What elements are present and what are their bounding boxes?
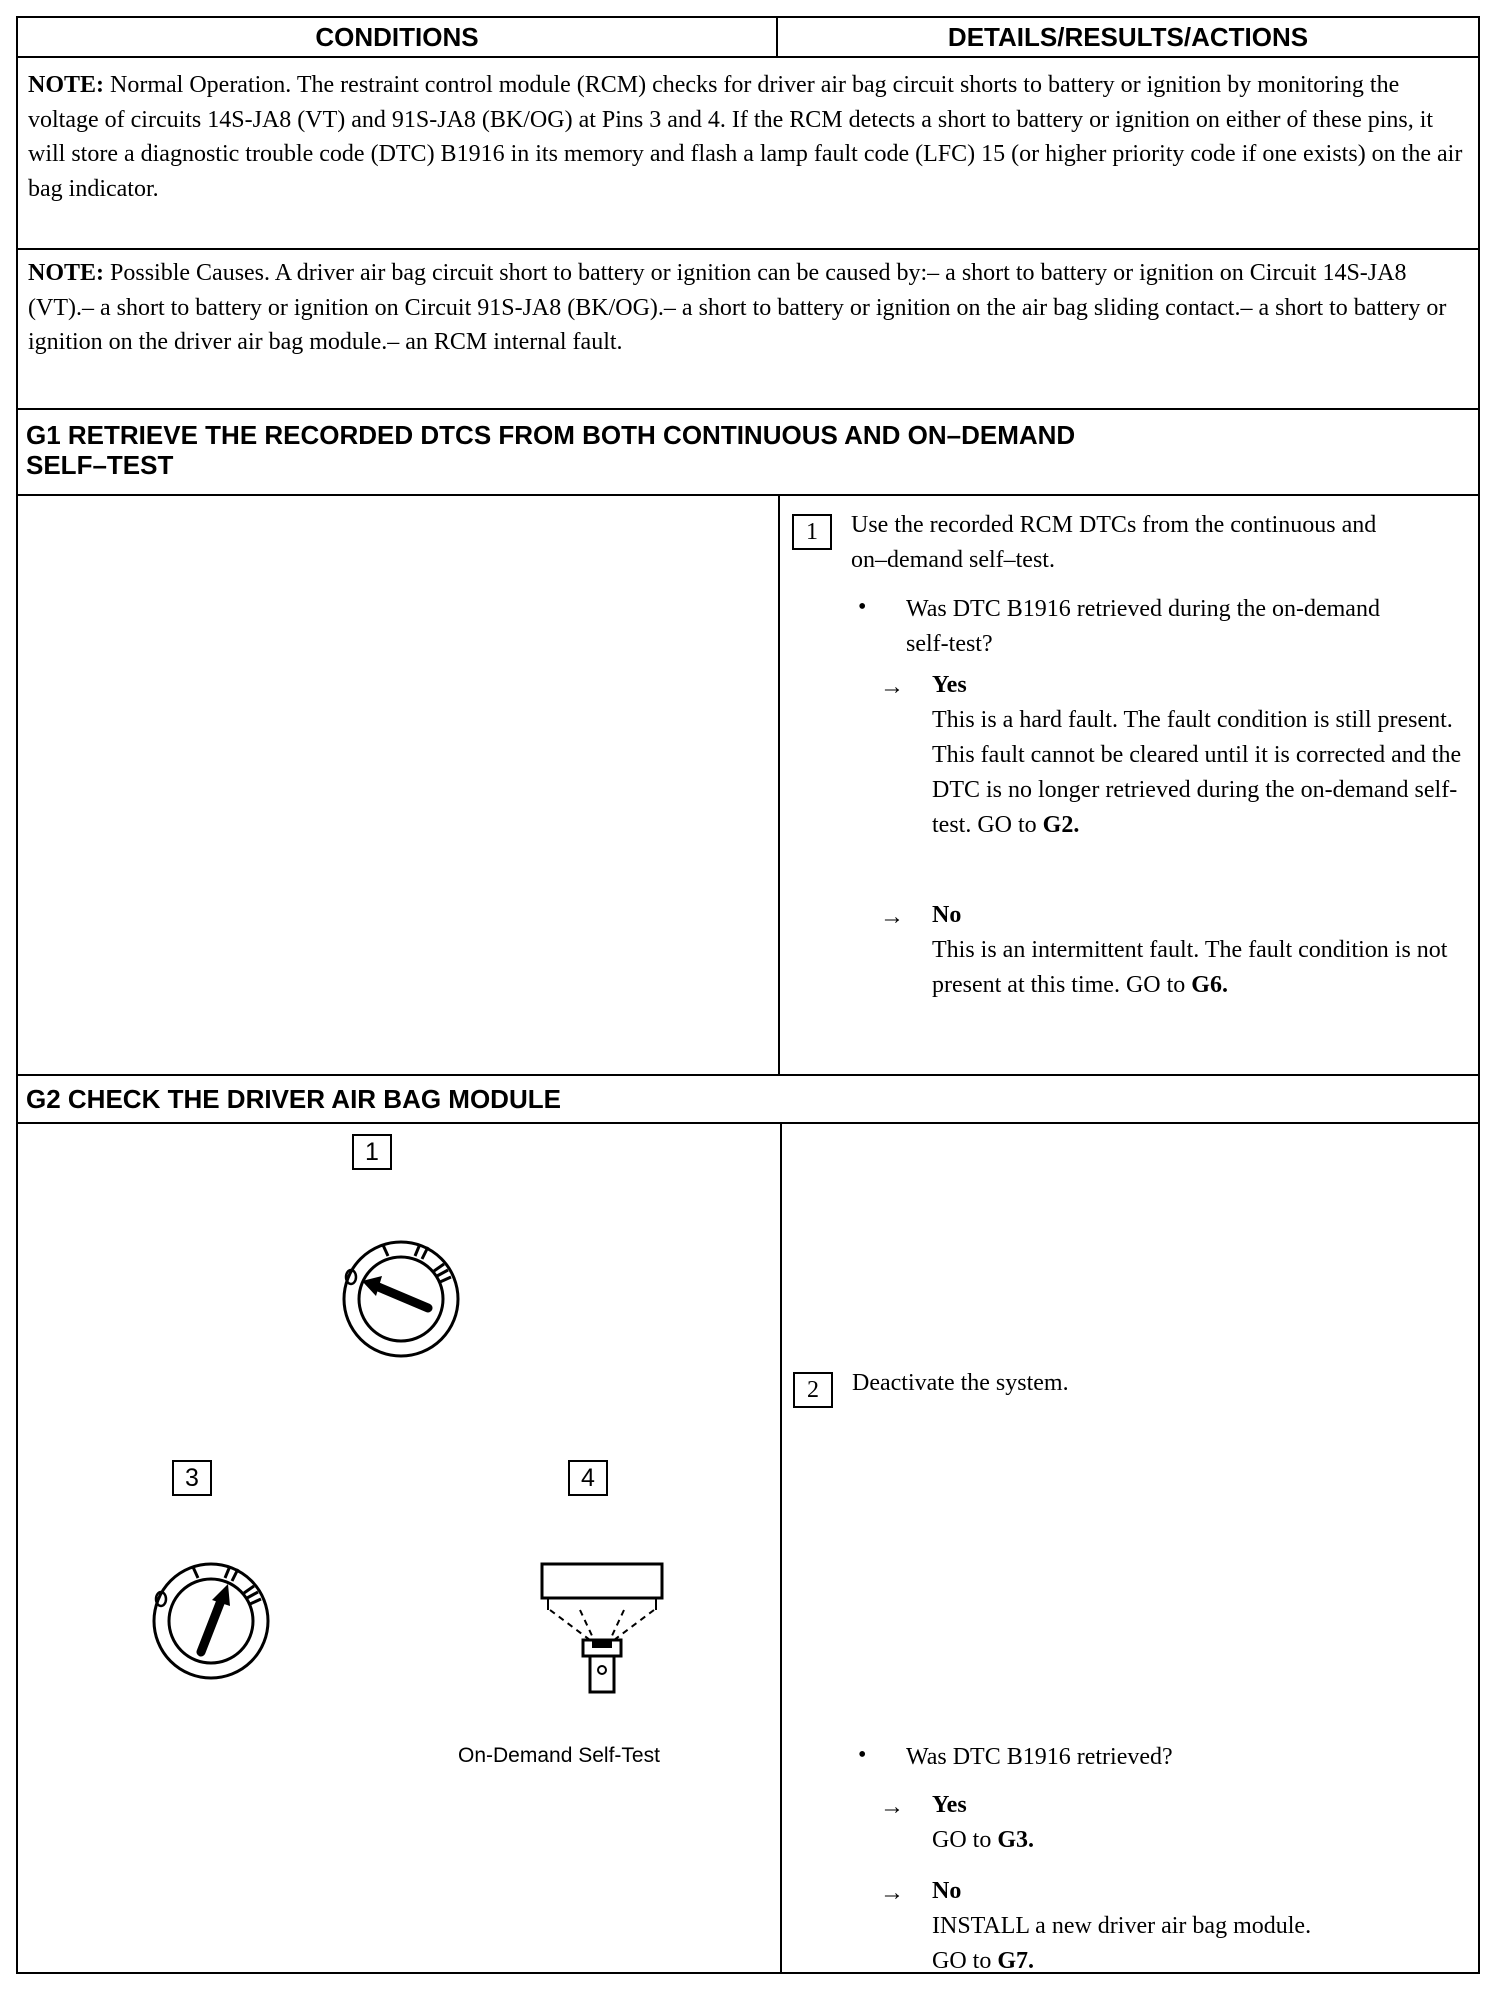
no-label: No [932, 902, 962, 928]
arrow-right-icon: → [880, 904, 904, 930]
g1-step-text: Use the recorded RCM DTCs from the continuous and on–demand self–test. [851, 512, 1377, 573]
diagnostic-tool-icon [538, 1560, 668, 1710]
note-text: Possible Causes. A driver air bag circuit short to battery or ignition can be caused by:– a short to battery or ignition on Circuit 14S-JA8 (VT).– a short to battery or ignition on Circuit 91S-JA8 (BK/OG).– a short to battery or ignition on the air bag sliding contact.– a short to battery or ignition on the driver air bag module.– an RCM internal fault. [28, 260, 1447, 355]
no-goto: G6. [1191, 972, 1228, 998]
g2-body-row [18, 1124, 1478, 1972]
no-text-goto: GO to [932, 1948, 992, 1974]
yes-goto: G3. [997, 1827, 1035, 1853]
g1-title: G1 RETRIEVE THE RECORDED DTCS FROM BOTH CONTINUOUS AND ON–DEMAND SELF–TEST [26, 420, 1076, 480]
diagnostic-table [16, 16, 1480, 1974]
no-goto: G7. [997, 1948, 1035, 1974]
note-possible-causes [18, 250, 1478, 410]
step-number-box: 1 [792, 514, 832, 550]
yes-goto: G2. [1042, 812, 1080, 838]
figure-number-box: 3 [172, 1460, 212, 1496]
note-normal-operation [18, 58, 1478, 250]
figure-caption: On-Demand Self-Test [458, 1744, 660, 1767]
g1-question: Was DTC B1916 retrieved during the on-demand self-test? [906, 596, 1380, 657]
ignition-switch-off-icon [336, 1234, 466, 1364]
arrow-right-icon: → [880, 674, 904, 700]
figure-number-box: 1 [352, 1134, 392, 1170]
yes-label: Yes [932, 1792, 967, 1818]
no-text: INSTALL a new driver air bag module. [932, 1913, 1312, 1939]
yes-label: Yes [932, 672, 967, 698]
note-label: NOTE: [28, 72, 105, 98]
yes-text: GO to [932, 1827, 992, 1853]
no-label: No [932, 1878, 962, 1904]
arrow-right-icon: → [880, 1880, 904, 1906]
table-header [18, 18, 1478, 58]
g1-title-row [18, 410, 1478, 496]
arrow-right-icon: → [880, 1794, 904, 1820]
note-text: Normal Operation. The restraint control module (RCM) checks for driver air bag circuit shorts to battery or ignition by monitoring the voltage of circuits 14S-JA8 (VT) and 91S-JA8 (BK/OG) at Pins 3 and 4. If the RCM detects a short to battery or ignition on either of these pins, it will store a diagnostic trouble code (DTC) B1916 in its memory and flash a lamp fault code (LFC) 15 (or higher priority code if one exists) on the air bag indicator. [28, 72, 1463, 202]
g1-body-row [18, 496, 1478, 1076]
g2-step-text: Deactivate the system. [852, 1370, 1069, 1396]
bullet-icon: • [858, 1742, 867, 1768]
no-text: This is an intermittent fault. The fault condition is not present at this time. GO to [932, 937, 1448, 998]
g2-title-row [18, 1076, 1478, 1124]
conditions-header: CONDITIONS [315, 21, 479, 52]
ignition-switch-run-icon [146, 1556, 276, 1686]
step-number-box: 2 [793, 1372, 833, 1408]
figure-number-box: 4 [568, 1460, 608, 1496]
yes-text: This is a hard fault. The fault condition is still present. This fault cannot be cleared until it is corrected and the DTC is no longer retrieved during the on-demand self-test. GO to [932, 707, 1462, 838]
note-label: NOTE: [28, 260, 105, 286]
g2-title: G2 CHECK THE DRIVER AIR BAG MODULE [26, 1084, 561, 1114]
g2-question: Was DTC B1916 retrieved? [906, 1744, 1173, 1770]
bullet-icon: • [858, 594, 867, 620]
details-header: DETAILS/RESULTS/ACTIONS [947, 21, 1309, 52]
